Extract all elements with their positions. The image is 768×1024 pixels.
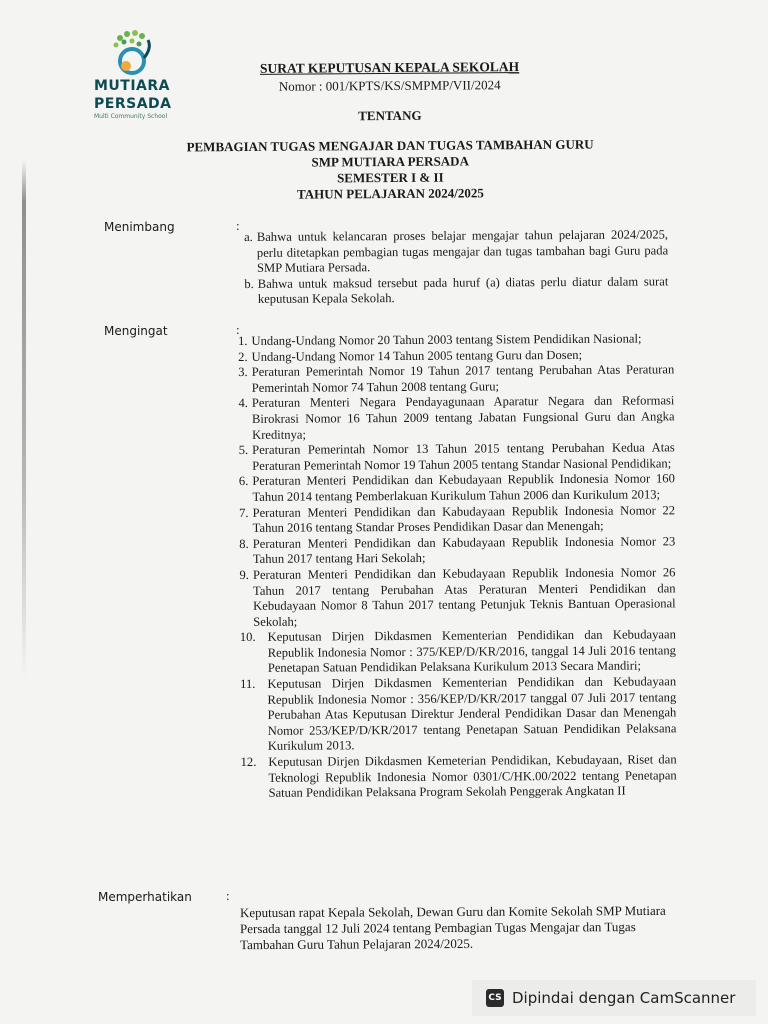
item-text: Peraturan Pemerintah Nomor 13 Tahun 2015 tentang Perubahan Kedua Atas Peraturan Pemerintah Nomor 19 Tahun 2005 tentang Standar Nasional Pendidikan; [252, 440, 675, 473]
item-text: Keputusan Dirjen Dikdasmen Kemeterian Pendidikan, Kebudayaan, Riset dan Teknologi Republik Indonesia Nomor 0301/C/HK.00/2022 tentang Penetapan Satuan Pendidikan Pelaksana Program Sekolah Penggerak Angkatan II [268, 752, 677, 801]
item-number: 10. [239, 630, 256, 645]
mengingat-list [238, 331, 677, 801]
list-item [239, 503, 675, 537]
logo-tagline: Multi Community School [94, 113, 168, 120]
item-text: Peraturan Menteri Pendidikan dan Kabudayaan Republik Indonesia Nomor 22 Tahun 2016 tentang Standar Proses Pendidikan Dasar dan Menengah; [252, 502, 676, 536]
item-text: Bahwa untuk maksud tersebut pada huruf (a) diatas perlu diatur dalam surat keputusan Kepala Sekolah. [257, 274, 669, 307]
mengingat-label: Mengingat [104, 324, 168, 338]
item-text: Peraturan Menteri Pendidikan dan Kebudayaan Republik Indonesia Nomor 160 Tahun 2014 tentang Pemberlakuan Kurikulum Tahun 2006 dan Kurikulum 2013; [252, 471, 675, 504]
mengingat-colon: : [236, 322, 240, 337]
list-item [244, 274, 668, 308]
list-item [239, 440, 675, 474]
list-item [239, 565, 675, 630]
item-number: 11. [240, 676, 256, 692]
item-number: b. [244, 276, 254, 291]
item-number: 8. [239, 536, 249, 551]
document-number: Nomor : 001/KPTS/KS/SMPMP/VII/2024 [278, 77, 501, 94]
item-number: 2. [238, 349, 248, 364]
item-number: 7. [239, 505, 249, 520]
item-text: Keputusan Dirjen Dikdasmen Kementerian Pendidikan dan Kebudayaan Republik Indonesia Nomor : 375/KEP/D/KR/2016, tanggal 14 Juli 2016 tentang Penetapan Satuan Pendidikan Pelaksana Kurikulum 2013 Secara Mandiri; [267, 627, 676, 676]
subject-line: PEMBAGIAN TUGAS MENGAJAR DAN TUGAS TAMBAHAN GURU [186, 136, 594, 155]
logo-name-line1: MUTIARA [94, 78, 171, 94]
subject-line: SMP MUTIARA PERSADA [311, 153, 469, 170]
logo-name-line2: PERSADA [94, 96, 172, 112]
menimbang-list [244, 227, 668, 308]
item-number: 9. [239, 567, 249, 582]
item-number: 3. [238, 365, 248, 380]
memperhatikan-text: Keputusan rapat Kepala Sekolah, Dewan Guru dan Komite Sekolah SMP Mutiara Persada tanggal 12 Juli 2024 tentang Pembagian Tugas Mengajar dan Tugas Tambahan Guru Tahun Pelajaran 2024/2025. [239, 902, 666, 953]
item-text: Keputusan Dirjen Dikdasmen Kementerian Pendidikan dan Kebudayaan Republik Indonesia Nomor : 356/KEP/D/KR/2017 tanggal 07 Juli 2017 tentang Perubahan Atas Keputusan Direktur Jenderal Pendidikan Dasar dan Menengah Nomor 253/KEP/D/KR/2017 tentang Penetapan Satuan Pendidikan Pelaksana Kurikulum 2013. [267, 674, 677, 754]
item-text: Undang-Undang Nomor 20 Tahun 2003 tentang Sistem Pendidikan Nasional; [251, 331, 642, 348]
subject-line: TAHUN PELAJARAN 2024/2025 [296, 185, 484, 202]
item-number: 12. [240, 754, 257, 770]
camscanner-icon: CS [486, 989, 504, 1007]
list-item [240, 674, 676, 755]
item-text: Peraturan Pemerintah Nomor 19 Tahun 2017 tentang Perubahan Atas Peraturan Pemerintah Nomor 74 Tahun 2008 tentang Guru; [251, 362, 675, 395]
about-heading: TENTANG [358, 107, 422, 124]
memperhatikan-label: Memperhatikan [98, 890, 192, 904]
camscanner-text: Dipindai dengan CamScanner [512, 989, 736, 1007]
item-number: a. [244, 229, 253, 244]
list-item [239, 534, 675, 568]
list-item [239, 472, 675, 506]
item-text: Peraturan Menteri Negara Pendayagunaan Aparatur Negara dan Reformasi Birokrasi Nomor 16 Tahun 2009 tentang Jabatan Fungsional Guru dan Angka Kreditnya; [251, 393, 675, 442]
item-text: Bahwa untuk kelancaran proses belajar mengajar tahun pelajaran 2024/2025, perlu ditetapkan pembagian tugas mengajar dan tugas tambahan bagi Guru pada SMP Mutiara Persada. [256, 227, 669, 276]
item-number: 6. [238, 474, 249, 489]
item-text: Undang-Undang Nomor 14 Tahun 2005 tentang Guru dan Dosen; [251, 347, 583, 364]
memperhatikan-colon: : [226, 888, 230, 903]
item-number: 4. [238, 396, 248, 411]
item-text: Peraturan Menteri Pendidikan dan Kebudayaan Republik Indonesia Nomor 26 Tahun 2017 tentang Perubahan Atas Peraturan Menteri Pendidikan dan Kebudayaan Nomor 8 Tahun 2017 tentang Petunjuk Teknis Bantuan Operasional Sekolah; [252, 565, 676, 629]
list-item [238, 363, 674, 397]
logo-emblem-icon [104, 28, 160, 76]
menimbang-colon: : [236, 218, 240, 233]
item-text: Peraturan Menteri Pendidikan dan Kabudayaan Republik Indonesia Nomor 23 Tahun 2017 tentang Hari Sekolah; [252, 534, 676, 567]
list-item [241, 752, 677, 801]
school-logo [94, 28, 190, 138]
scan-edge-shadow [22, 160, 26, 680]
list-item [238, 394, 674, 443]
item-number: 5. [238, 443, 249, 458]
list-item [240, 628, 676, 677]
subject-line: SEMESTER I & II [336, 169, 444, 186]
item-number: 1. [238, 333, 248, 348]
subject-block [180, 137, 600, 204]
document-title: SURAT KEPUTUSAN KEPALA SEKOLAH [259, 59, 520, 76]
list-item [244, 227, 668, 276]
menimbang-label: Menimbang [104, 220, 175, 234]
camscanner-watermark [472, 980, 756, 1016]
document-header [180, 59, 601, 204]
